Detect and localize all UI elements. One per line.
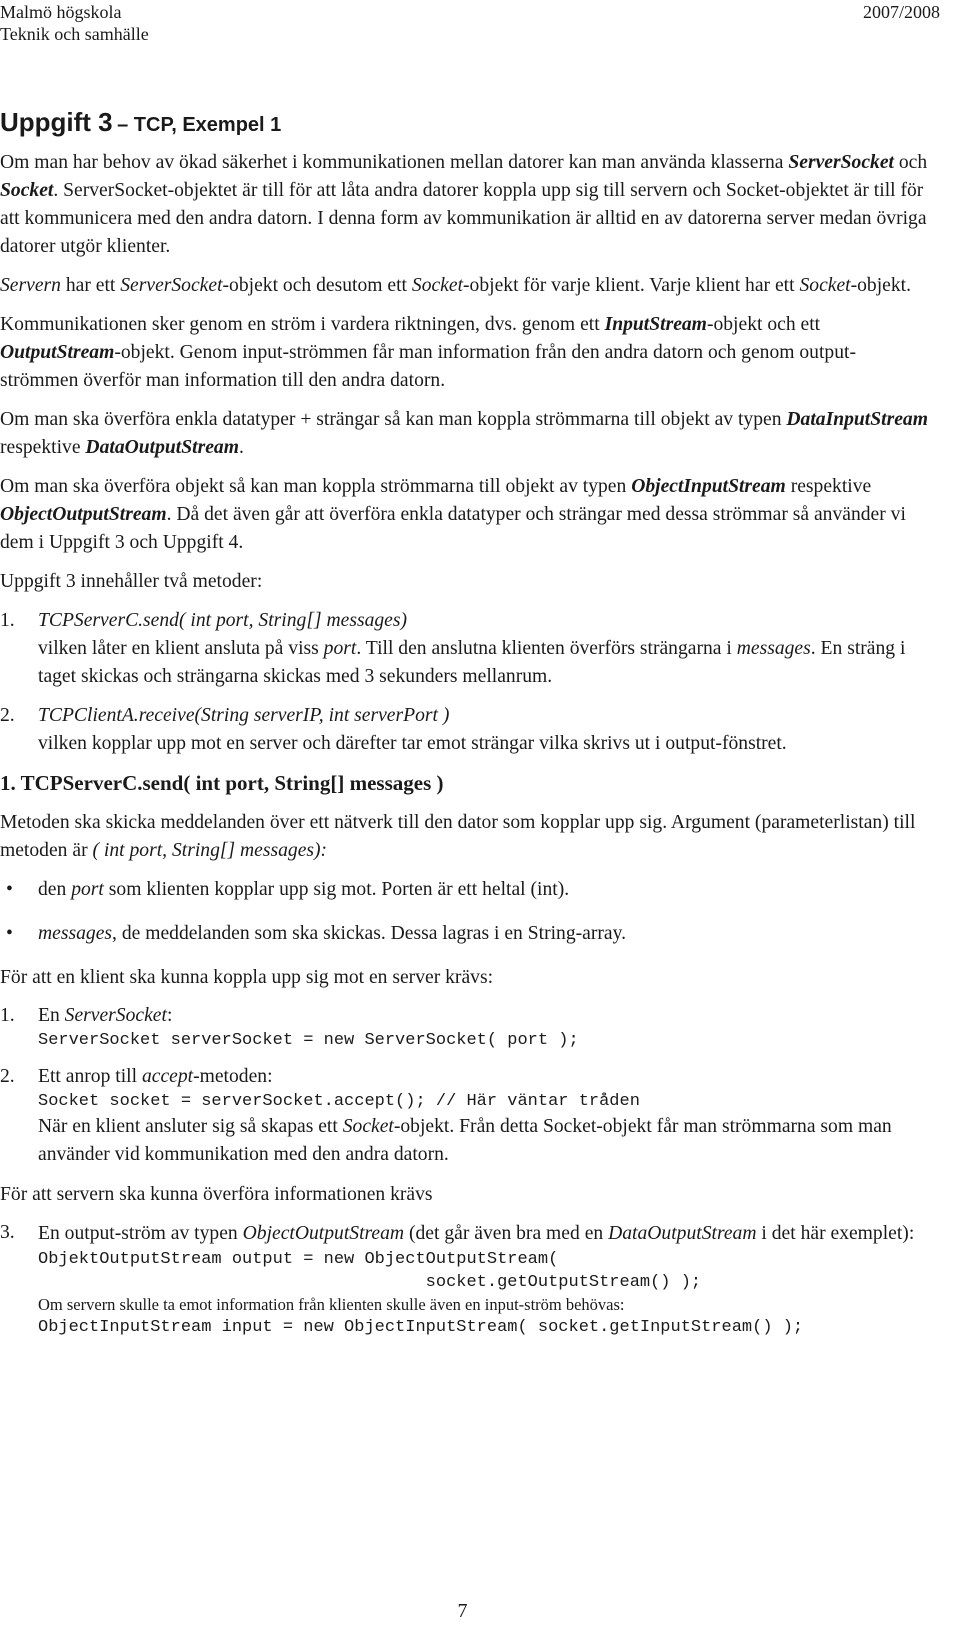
code-line: socket.getOutputStream() ); [38,1273,702,1292]
text: . En sträng i taget skickas och strängarna skickas med 3 sekunders mellanrum. [38,638,906,687]
code-line: ObjektOutputStream output = new ObjectOutputStream( [38,1250,559,1269]
class-name: DataInputStream [786,409,928,430]
server-requirements-intro: För att servern ska kunna överföra informationen krävs [0,1184,433,1205]
class-name: ObjectOutputStream [0,504,167,525]
text: -metoden: [193,1066,273,1087]
data-stream-paragraph [0,406,930,462]
term: messages [38,923,113,944]
requirement-explanation [38,1113,930,1169]
term: DataOutputStream [608,1223,757,1244]
header-year: 2007/2008 [862,2,940,22]
method-description [38,635,930,691]
text: -objekt och desutom ett [222,275,412,296]
item-number: 2. [0,705,15,726]
header-dept: Teknik och samhälle [0,24,149,44]
requirement-item-2 [0,1064,930,1169]
text: och [893,152,928,173]
text: Metoden ska skicka meddelanden över ett nätverk till den dator som kopplar upp sig. Argument (parameterlistan) till metoden är [0,812,916,861]
class-name: OutputStream [0,342,115,363]
method-signature: TCPServerC.send( int port, String[] messages) [38,610,408,631]
requirement-item-3 [0,1220,930,1339]
text: Om man ska överföra enkla datatyper + strängar så kan man koppla strömmarna till objekt av typen [0,409,787,430]
note-text: Om servern skulle ta emot information från klienten skulle även en input-ström behövas: [38,1295,625,1314]
page-header [0,0,960,60]
term: ServerSocket [64,1005,167,1026]
bullet-dot: • [6,879,13,900]
text: . Till den anslutna klienten överförs strängarna i [356,638,737,659]
term: Socket [342,1116,394,1137]
item-number: 1. [0,1005,15,1026]
intro-paragraph [0,149,930,261]
text: Kommunikationen sker genom en ström i vardera riktningen, dvs. genom ett [0,314,605,335]
text: har ett [60,275,121,296]
term: ObjectOutputStream [242,1223,405,1244]
page-number: 7 [457,1600,468,1622]
term: Servern [0,275,61,296]
text: . ServerSocket-objektet är till för att låta andra datorer koppla upp sig till servern och Socket-objektet är till för att kommunicera med den andra datorn. I denna form av kommunikation är alltid en av datorerna server medan övriga datorer utgör klienter. [0,180,927,257]
code-line: ObjectInputStream input = new ObjectInputStream( socket.getInputStream() ); [38,1318,804,1337]
bullet-item-port [0,876,930,904]
text: i det här exemplet): [756,1223,915,1244]
text: En [38,1005,65,1026]
term: ServerSocket [120,275,223,296]
term: port [71,879,104,900]
stream-paragraph [0,311,930,395]
object-stream-paragraph [0,473,930,557]
item-number: 2. [0,1066,15,1087]
requirement-text [38,1003,930,1029]
parameter-list: ( int port, String[] messages): [92,840,328,861]
code-line: ServerSocket serverSocket = new ServerSocket( port ); [38,1031,579,1050]
text: Ett anrop till [38,1066,142,1087]
bullet-item-messages [0,920,930,948]
client-requirements-intro: För att en klient ska kunna koppla upp sig mot en server krävs: [0,967,494,988]
code-line: Socket socket = serverSocket.accept(); // Här väntar tråden [38,1092,640,1111]
class-name: ServerSocket [788,152,894,173]
text: vilken låter en klient ansluta på viss [38,638,324,659]
class-name: InputStream [604,314,707,335]
text: . Då det även går att överföra enkla datatyper och strängar med dessa strömmar så använder vi dem i Uppgift 3 och Uppgift 4. [0,504,906,553]
text: som klienten kopplar upp sig mot. Porten är ett heltal (int). [103,879,570,900]
text: (det går även bra med en [404,1223,609,1244]
server-paragraph [0,272,930,300]
send-method-paragraph [0,809,930,865]
text: -objekt. Från detta Socket-objekt får man strömmarna som man använder vid kommunikation med den andra datorn. [38,1116,892,1165]
term: accept [141,1066,194,1087]
task-heading-sub: – TCP, Exempel 1 [117,114,282,136]
item-number: 1. [0,610,15,631]
text: , de meddelanden som ska skickas. Dessa lagras i en String-array. [112,923,627,944]
method-description: vilken kopplar upp mot en server och därefter tar emot strängar vilka skrivs ut i output-fönstret. [38,733,787,754]
term: Socket [799,275,851,296]
header-org: Malmö högskola [0,2,122,22]
item-number: 3. [0,1222,15,1243]
text: Om man ska överföra objekt så kan man koppla strömmarna till objekt av typen [0,476,632,497]
text: -objekt och ett [706,314,821,335]
task-heading-main: Uppgift 3 [0,107,113,137]
class-name: Socket [0,180,54,201]
requirement-text [38,1064,930,1090]
section-heading: 1. TCPServerC.send( int port, String[] messages ) [0,771,444,795]
method-item-1 [0,607,930,691]
term: messages [736,638,811,659]
text: respektive [0,437,86,458]
methods-intro: Uppgift 3 innehåller två metoder: [0,571,263,592]
text: När en klient ansluter sig så skapas ett [38,1116,343,1137]
document-body [0,108,930,1351]
text: En output-ström av typen [38,1223,243,1244]
text: respektive [785,476,872,497]
term: port [323,638,357,659]
text: : [166,1005,173,1026]
text: . [238,437,244,458]
method-item-2 [0,702,930,758]
text: -objekt. [850,275,912,296]
class-name: DataOutputStream [85,437,239,458]
requirement-text [38,1220,930,1248]
class-name: ObjectInputStream [631,476,786,497]
requirement-item-1 [0,1003,930,1052]
text: Om man har behov av ökad säkerhet i kommunikationen mellan datorer kan man använda klasserna [0,152,789,173]
text: -objekt. Genom input-strömmen får man information från den andra datorn och genom output-strömmen överför man information till den andra datorn. [0,342,856,391]
text: -objekt för varje klient. Varje klient har ett [463,275,800,296]
bullet-dot: • [6,923,13,944]
method-signature: TCPClientA.receive(String serverIP, int serverPort ) [38,705,450,726]
text: den [38,879,72,900]
term: Socket [411,275,464,296]
task-heading [0,108,930,141]
